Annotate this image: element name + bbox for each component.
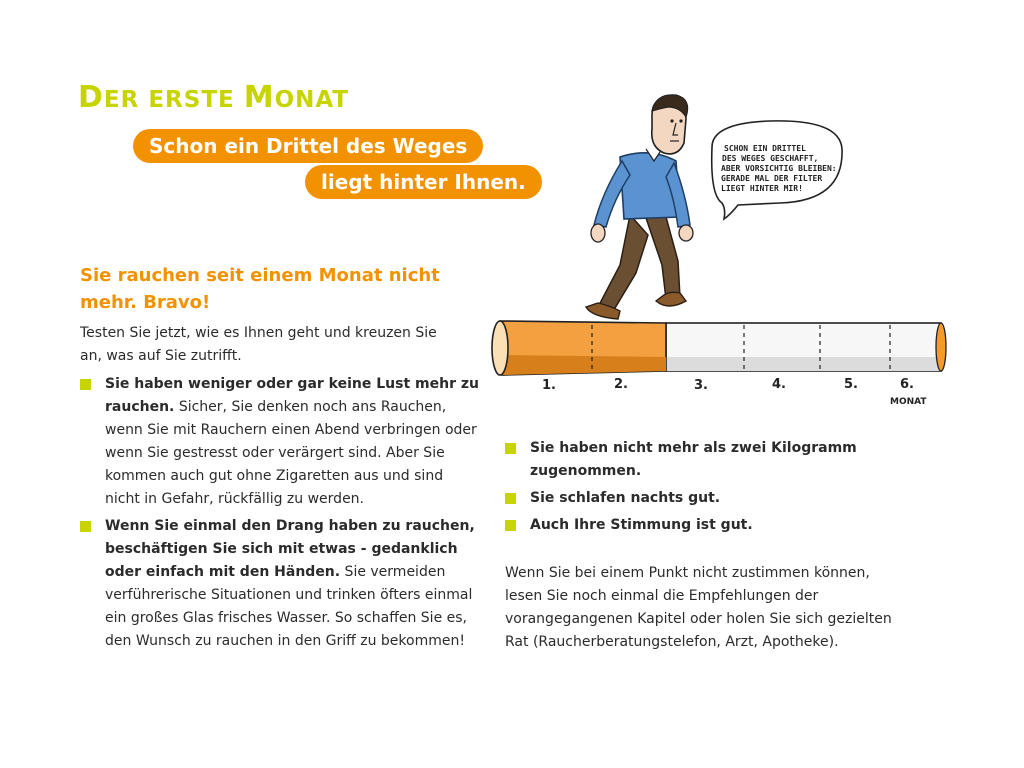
- month-word: MONAT: [890, 397, 927, 407]
- intro-text: Testen Sie jetzt, wie es Ihnen geht und kreuzen Sie an, was auf Sie zutrifft.: [80, 325, 437, 364]
- checkbox-square[interactable]: [80, 521, 91, 532]
- title-cap-1: D: [78, 80, 104, 115]
- checklist-item-bold: Sie schlafen nachts gut.: [530, 490, 721, 506]
- bubble-line: gerade mal der Filter: [721, 174, 823, 183]
- checklist-item: [80, 515, 480, 653]
- bubble-line: liegt hinter mir!: [721, 184, 803, 193]
- month-label-5: 5.: [844, 377, 858, 392]
- cigarette-progress-bar: [492, 321, 946, 375]
- checklist-item-bold: Sie haben weniger oder gar keine Lust mehr zu rauchen.: [105, 376, 479, 415]
- month-label-2: 2.: [614, 377, 628, 392]
- bubble-line: aber vorsichtig bleiben:: [721, 164, 837, 173]
- checklist-item: [505, 514, 885, 537]
- page-title: [78, 80, 349, 115]
- title-small-2: ONAT: [274, 87, 350, 113]
- checklist-item-bold: Auch Ihre Stimmung ist gut.: [530, 517, 753, 533]
- tagline-line-1: Schon ein Drittel des Weges: [133, 129, 483, 163]
- left-checklist: [80, 373, 480, 657]
- checkbox-square[interactable]: [505, 443, 516, 454]
- title-small-1: ER ERSTE: [103, 87, 244, 113]
- checklist-item-text: Sie vermeiden verführerische Situationen und trinken öfters einmal ein großes Glas frisches Wasser. So schaffen Sie es, den Wunsch zu rauchen in den Griff zu bekommen!: [105, 564, 473, 649]
- bubble-line: Schon ein Drittel: [724, 144, 806, 153]
- checkbox-square[interactable]: [505, 493, 516, 504]
- cigarette-walker-illustration: [480, 85, 960, 415]
- month-scale: [542, 377, 927, 407]
- checklist-item-text: Sicher, Sie denken noch ans Rauchen, wenn Sie mit Rauchern einen Abend verbringen oder wenn Sie gestresst oder verärgert sind. Aber Sie kommen auch gut ohne Zigaretten aus und sind nicht in Gefahr, rückfällig zu werden.: [105, 399, 477, 507]
- month-label-1: 1.: [542, 378, 556, 393]
- checklist-item: [505, 487, 885, 510]
- checklist-item-bold: Wenn Sie einmal den Drang haben zu rauchen, beschäftigen Sie sich mit etwas - gedanklich oder einfach mit den Händen.: [105, 518, 475, 580]
- month-label-3: 3.: [694, 378, 708, 393]
- month-label-6: 6.: [900, 377, 914, 392]
- tagline-line-2: liegt hinter Ihnen.: [305, 165, 542, 199]
- checkbox-square[interactable]: [80, 379, 91, 390]
- bubble-line: des Weges geschafft,: [722, 154, 819, 163]
- right-checklist: [505, 437, 885, 541]
- closing-paragraph: Wenn Sie bei einem Punkt nicht zustimmen können, lesen Sie noch einmal die Empfehlungen der vorangegangenen Kapitel oder holen Sie sich gezielten Rat (Raucherberatungstelefon, Arzt, Apotheke).: [505, 565, 892, 650]
- checklist-item: [80, 373, 480, 511]
- checkbox-square[interactable]: [505, 520, 516, 531]
- title-cap-2: M: [243, 80, 275, 115]
- checklist-item: [505, 437, 885, 483]
- speech-bubble: [712, 121, 842, 219]
- section-subtitle: Sie rauchen seit einem Monat nicht mehr. Bravo!: [80, 265, 440, 313]
- walking-man: [586, 95, 693, 319]
- checklist-item-bold: Sie haben nicht mehr als zwei Kilogramm zugenommen.: [530, 440, 857, 479]
- month-label-4: 4.: [772, 377, 786, 392]
